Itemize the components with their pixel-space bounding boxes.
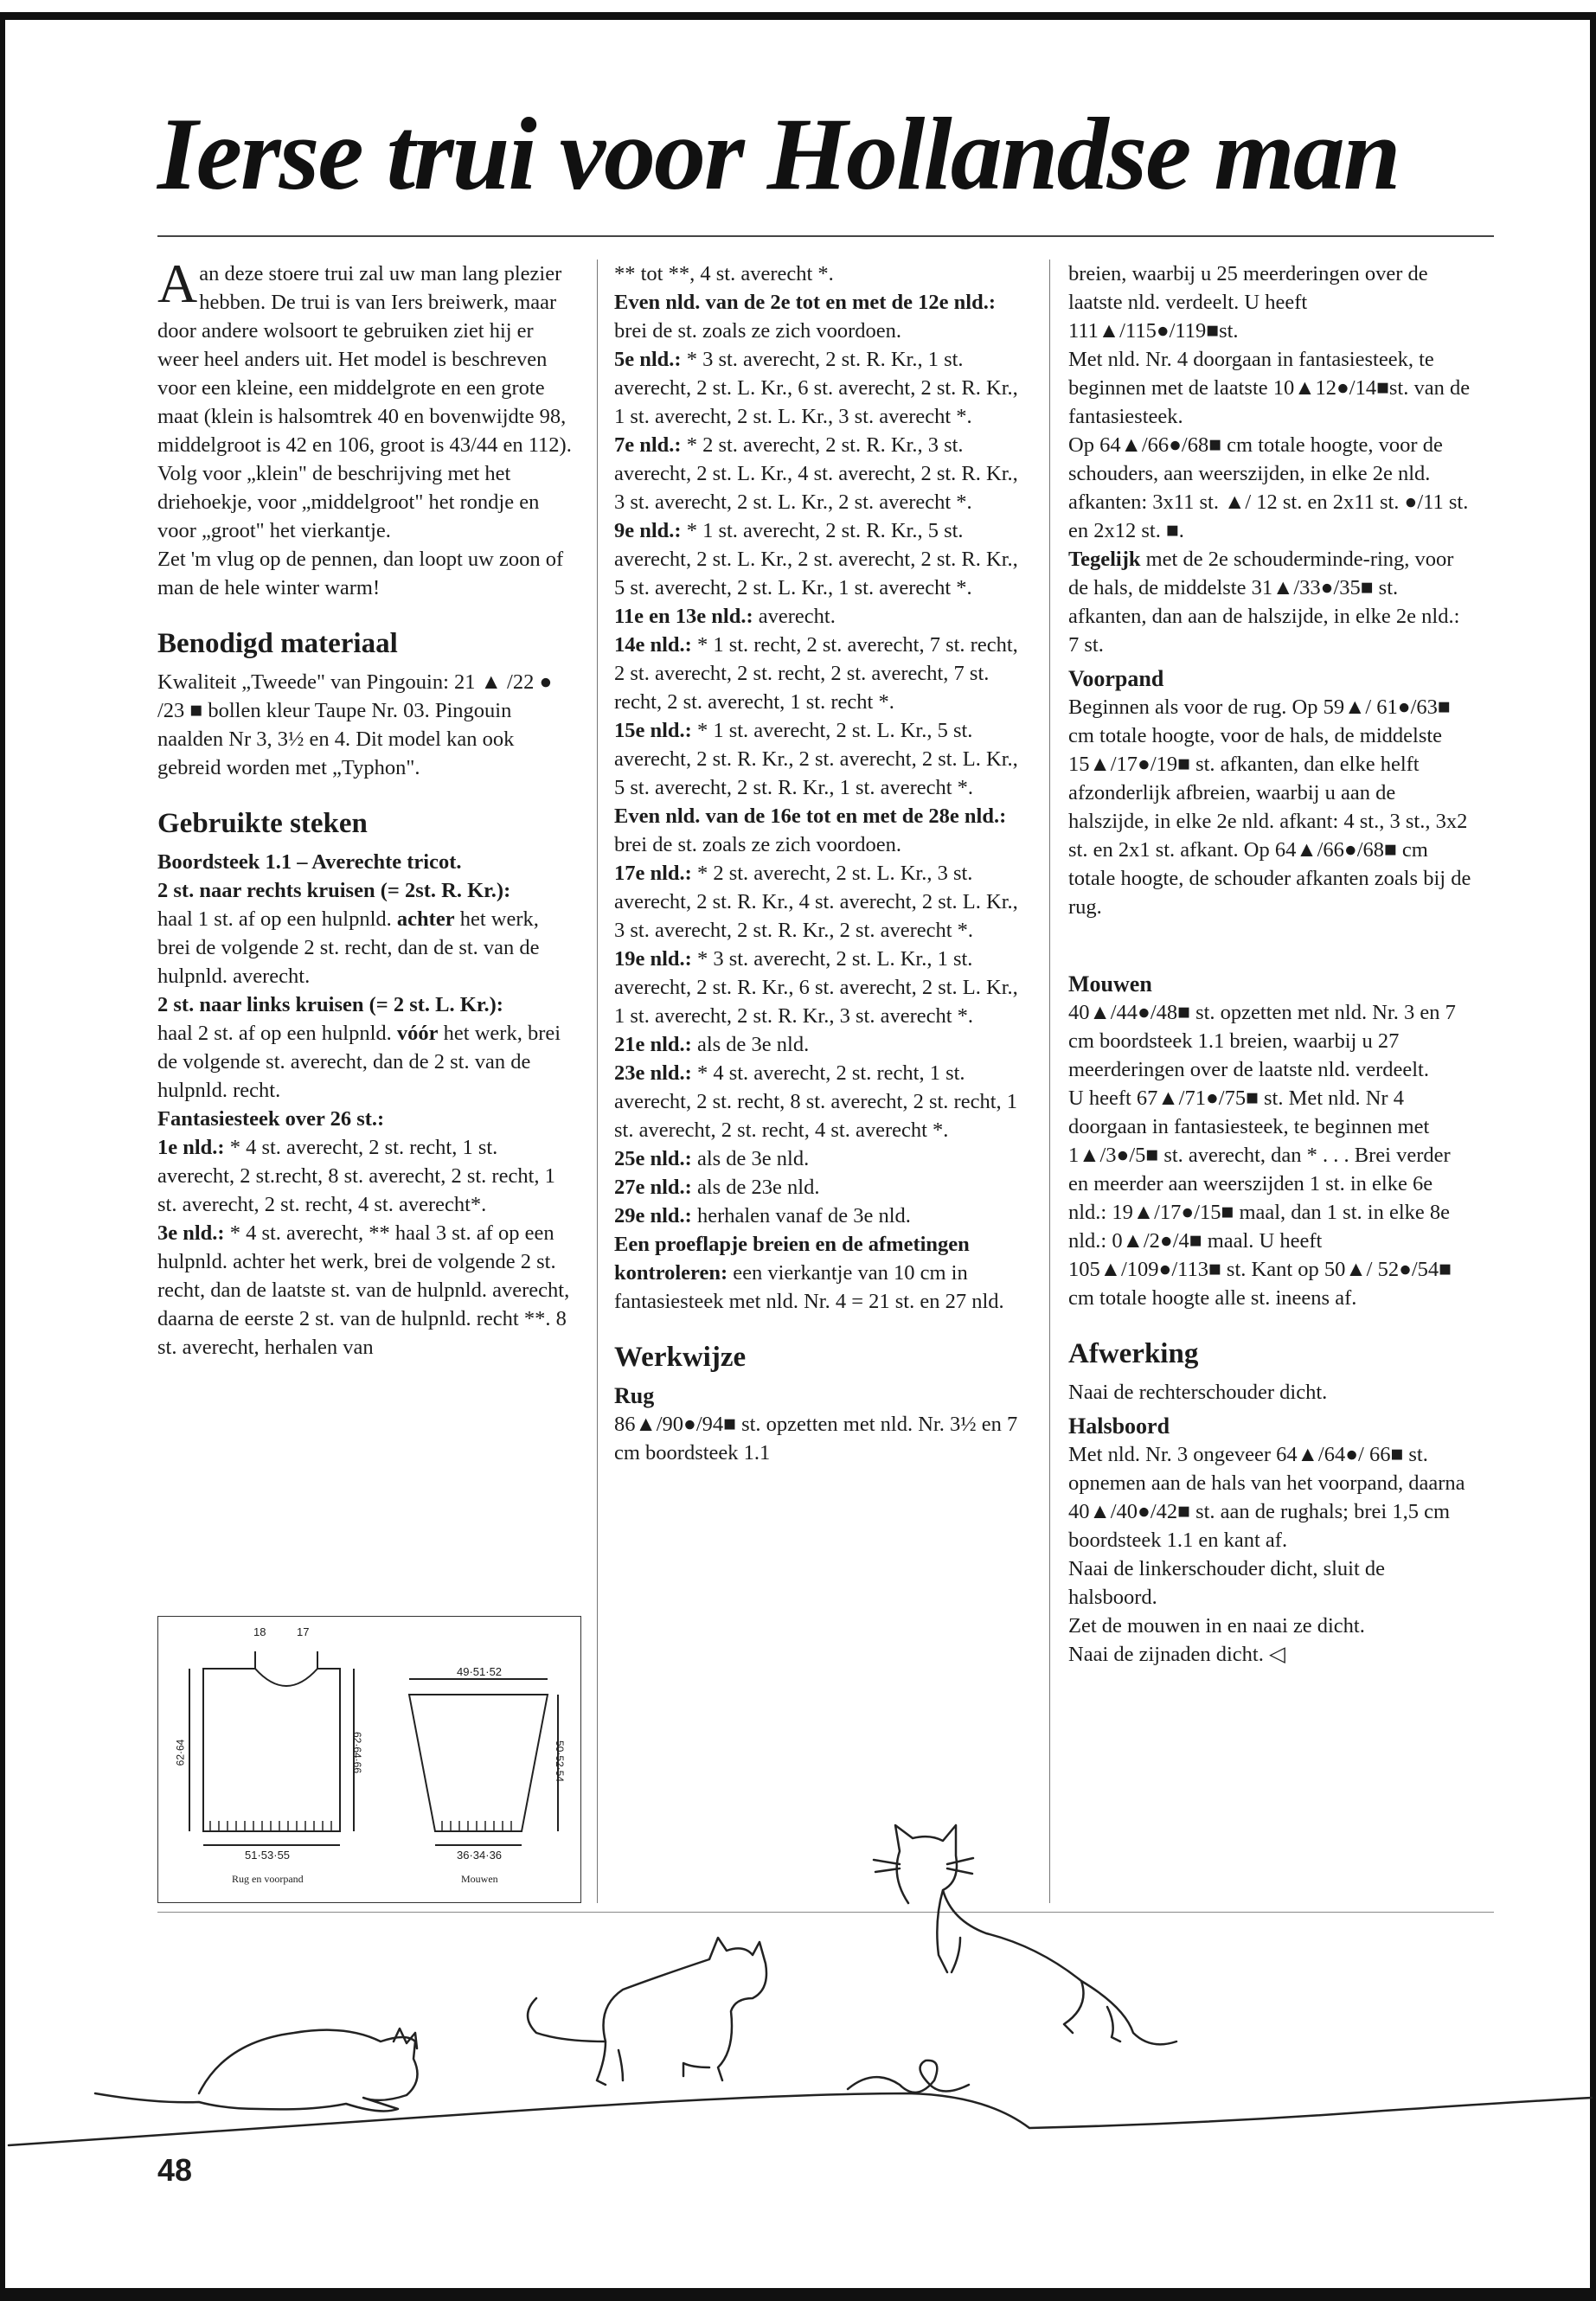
heading-voorpand: Voorpand <box>1068 666 1164 691</box>
voorpand-text: Beginnen als voor de rug. Op 59▲/ 61●/63■ cm totale hoogte, voor de hals, de middelste 15▲/17●/19■ st. afkanten, dan elke helft afzonderlijk afbreien, waarbij u aan de halszijde, in elke 2e nld. afkant: 4 st., 3 st., 3x2 st. en 2x1 st. afkant. Op 64▲/66●/68■ cm totale hoogte, de schouder afkanten zoals bij de rug. <box>1068 695 1471 919</box>
column-divider-2 <box>1049 260 1050 1903</box>
gauge-text: Een proeflapje breien en de afmetingen kontroleren: een vierkantje van 10 cm in fantasiesteek met nld. Nr. 4 = 21 st. en 27 nld. <box>614 1233 1004 1313</box>
row-25: 25e nld.: als de 3e nld. <box>614 1147 810 1170</box>
heading-werkwijze: Werkwijze <box>614 1342 747 1373</box>
page-number: 48 <box>157 2152 193 2188</box>
halsboord-text-4: Naai de zijnaden dicht. ◁ <box>1068 1643 1285 1666</box>
yarn-icon <box>848 2061 969 2093</box>
sleeve-side-label: 50·52·54 <box>554 1740 567 1783</box>
even-rows-2: Even nld. van de 16e tot en met de 28e nld.: brei de st. zoals ze zich voordoen. <box>614 804 1007 856</box>
sleeve-top-label: 49·51·52 <box>457 1665 503 1678</box>
intro-paragraph-2: Zet 'm vlug op de pennen, dan loopt uw zoon of man de hele winter warm! <box>157 548 564 599</box>
even-rows-text: brei de st. zoals ze zich voordoen. <box>614 319 901 343</box>
page-frame-bottom <box>0 2288 1596 2301</box>
boordsteek-heading: Boordsteek 1.1 – Averechte tricot. <box>157 850 462 874</box>
neck-dim-2: 17 <box>297 1625 310 1638</box>
column-1 <box>157 253 573 1362</box>
row-15: 15e nld.: * 1 st. averecht, 2 st. L. Kr., 5 st. averecht, 2 st. R. Kr., 2 st. averecht, 2 st. L. Kr., 5 st. averecht, 2 st. R. Kr., 1 st. averecht *. <box>614 719 1018 799</box>
article-title: Ierse trui voor Hollandse man <box>157 96 1400 211</box>
heading-steken: Gebruikte steken <box>157 808 368 839</box>
heading-rug: Rug <box>614 1383 655 1408</box>
rug-pattern-text: Met nld. Nr. 4 doorgaan in fantasiesteek, te beginnen met de laatste 10▲12●/14■st. van de fantasiesteek. <box>1068 348 1471 428</box>
afwerking-text: Naai de rechterschouder dicht. <box>1068 1381 1328 1404</box>
row-14: 14e nld.: * 1 st. recht, 2 st. averecht, 7 st. recht, 2 st. averecht, 2 st. recht, 2 st. averecht, 7 st. recht, 2 st. averecht, 1 st. recht *. <box>614 633 1018 714</box>
row-19: 19e nld.: * 3 st. averecht, 2 st. L. Kr., 1 st. averecht, 2 st. R. Kr., 6 st. averecht, 2 st. L. Kr., 1 st. averecht, 2 st. R. Kr., 3 st. averecht *. <box>614 947 1018 1028</box>
row-11-13: 11e en 13e nld.: averecht. <box>614 605 836 628</box>
mouwen-text-2: U heeft 67▲/71●/75■ st. Met nld. Nr 4 doorgaan in fantasiesteek, te beginnen met 1▲/3●/5■ st. averecht, dan * . . . Brei verder en meerder aan weerszijden 1 st. in elke 6e nld.: 19▲/17●/15■ maal, dan 1 st. in elke 8e nld.: 0▲/2●/4■ maal. U heeft 105▲/109●/113■ st. Kant op 50▲/ 52●/54■ cm totale hoogte alle st. ineens af. <box>1068 1086 1452 1310</box>
row-23: 23e nld.: * 4 st. averecht, 2 st. recht, 1 st. averecht, 2 st. recht, 8 st. averecht, 2 st. recht, 1 st. averecht, 2 st. recht, 4 st. averecht *. <box>614 1061 1018 1142</box>
row-7: 7e nld.: * 2 st. averecht, 2 st. R. Kr., 3 st. averecht, 2 st. L. Kr., 4 st. averecht, 2 st. R. Kr., 3 st. averecht, 2 st. L. Kr., 2 st. averecht *. <box>614 433 1018 514</box>
rug-text: 86▲/90●/94■ st. opzetten met nld. Nr. 3½ en 7 cm boordsteek 1.1 <box>614 1413 1018 1465</box>
continuation-text: ** tot **, 4 st. averecht *. <box>614 262 834 285</box>
sleeve-caption: Mouwen <box>461 1873 498 1885</box>
body-width-label: 51·53·55 <box>245 1849 291 1862</box>
column-2 <box>614 260 1025 1467</box>
neck-markers <box>255 1651 317 1669</box>
row-5: 5e nld.: * 3 st. averecht, 2 st. R. Kr., 1 st. averecht, 2 st. L. Kr., 6 st. averecht, 2 st. R. Kr., 1 st. averecht, 2 st. L. Kr., 3 st. averecht *. <box>614 348 1018 428</box>
shoulder-text: Op 64▲/66●/68■ cm totale hoogte, voor de schouders, aan weerszijden, in elke 2e nld. afkanten: 3x11 st. ▲/ 12 st. en 2x11 st. ●/11 st. en 2x12 st. ■. <box>1068 433 1469 542</box>
row-27: 27e nld.: als de 23e nld. <box>614 1176 820 1199</box>
cats-illustration <box>0 1782 1596 2171</box>
row-3: 3e nld.: * 4 st. averecht, ** haal 3 st. af op een hulpnld. achter het werk, brei de volgende 2 st. recht, dan de laatste st. van de hulpnld. averecht, daarna de eerste 2 st. van de hulpnld. recht **. 8 st. averecht, herhalen van <box>157 1221 570 1359</box>
intro-paragraph: Aan deze stoere trui zal uw man lang plezier hebben. De trui is van Iers breiwerk, maar door andere wolsoort te gebruiken ziet hij er weer heel anders uit. Het model is beschreven voor een kleine, een middelgrote en een grote maat (klein is halsomtrek 40 en bovenwijdte 98, middelgroot is 42 en 106, groot is 43/44 en 112). Volg voor „klein" de beschrijving met het driehoekje, voor „middelgroot" het rondje en voor „groot" het vierkantje. <box>157 253 572 542</box>
body-caption: Rug en voorpand <box>232 1873 304 1885</box>
links-kruisen-heading: 2 st. naar links kruisen (= 2 st. L. Kr.): <box>157 993 503 1016</box>
materiaal-text: Kwaliteit „Tweede" van Pingouin: 21 ▲ /22 ● /23 ■ bollen kleur Taupe Nr. 03. Pingouin naalden Nr 3, 3½ en 4. Dit model kan ook gebreid worden met „Typhon". <box>157 670 553 779</box>
row-29: 29e nld.: herhalen vanaf de 3e nld. <box>614 1204 911 1227</box>
neck-dim-1: 18 <box>253 1625 266 1638</box>
sitting-cat-icon <box>895 1825 1176 2044</box>
halsboord-text-2: Naai de linkerschouder dicht, sluit de halsboord. <box>1068 1557 1386 1609</box>
row-21: 21e nld.: als de 3e nld. <box>614 1033 810 1056</box>
body-height-label: 62·64 <box>174 1739 187 1766</box>
column-divider-1 <box>597 260 598 1903</box>
mouwen-text: 40▲/44●/48■ st. opzetten met nld. Nr. 3 en 7 cm boordsteek 1.1 breien, waarbij u 27 meerderingen over de laatste nld. verdeelt. <box>1068 1001 1456 1081</box>
halsboord-text-3: Zet de mouwen in en naai ze dicht. <box>1068 1614 1365 1638</box>
page-frame-top <box>0 12 1596 20</box>
title-divider <box>157 235 1494 237</box>
crouching-cat-icon <box>95 2030 418 2112</box>
drop-cap: A <box>157 253 198 314</box>
whiskers <box>874 1858 973 1874</box>
rechts-kruisen-text: haal 1 st. af op een hulpnld. achter het werk, brei de volgende 2 st. recht, dan de st. van de hulpnld. averecht. <box>157 907 540 988</box>
row-1: 1e nld.: * 4 st. averecht, 2 st. recht, 1 st. averecht, 2 st.recht, 8 st. averecht, 2 st. recht, 1 st. averecht, 2 st. recht, 4 st. averecht*. <box>157 1136 555 1216</box>
heading-afwerking: Afwerking <box>1068 1338 1199 1369</box>
links-kruisen-text: haal 2 st. af op een hulpnld. vóór het werk, brei de volgende st. averecht, dan de 2 st. van de hulpnld. recht. <box>157 1022 561 1102</box>
halsboord-text: Met nld. Nr. 3 ongeveer 64▲/64●/ 66■ st. opnemen aan de hals van het voorpand, daarna 40▲/40●/42■ st. aan de rughals; brei 1,5 cm boordsteek 1.1 en kant af. <box>1068 1443 1465 1552</box>
body-side-label: 62·64·66 <box>351 1731 364 1774</box>
ground-line <box>9 2093 1592 2145</box>
fantasiesteek-heading: Fantasiesteek over 26 st.: <box>157 1107 385 1131</box>
standing-cat-icon <box>528 1938 766 2085</box>
column-3 <box>1068 260 1475 1669</box>
heading-mouwen: Mouwen <box>1068 971 1152 997</box>
rechts-kruisen-heading: 2 st. naar rechts kruisen (= 2st. R. Kr.): <box>157 879 511 902</box>
sleeve-bottom-label: 36·34·36 <box>457 1849 503 1862</box>
row-17: 17e nld.: * 2 st. averecht, 2 st. L. Kr., 3 st. averecht, 2 st. R. Kr., 4 st. averecht, 2 st. L. Kr., 3 st. averecht, 2 st. R. Kr., 2 st. averecht *. <box>614 862 1018 942</box>
rug-continuation: breien, waarbij u 25 meerderingen over de laatste nld. verdeelt. U heeft 111▲/115●/119■st. <box>1068 262 1428 343</box>
row-9: 9e nld.: * 1 st. averecht, 2 st. R. Kr., 5 st. averecht, 2 st. L. Kr., 2 st. averecht, 2 st. R. Kr., 5 st. averecht, 2 st. L. Kr., 1 st. averecht *. <box>614 519 1018 599</box>
heading-materiaal: Benodigd materiaal <box>157 628 398 659</box>
heading-halsboord: Halsboord <box>1068 1413 1170 1439</box>
even-rows-heading: Even nld. van de 2e tot en met de 12e nld.: <box>614 291 996 314</box>
neck-text: Tegelijk met de 2e schouderminde-ring, voor de hals, de middelste 31▲/33●/35■ st. afkanten, dan aan de halszijde, in elke 2e nld.: 7 st. <box>1068 548 1460 657</box>
